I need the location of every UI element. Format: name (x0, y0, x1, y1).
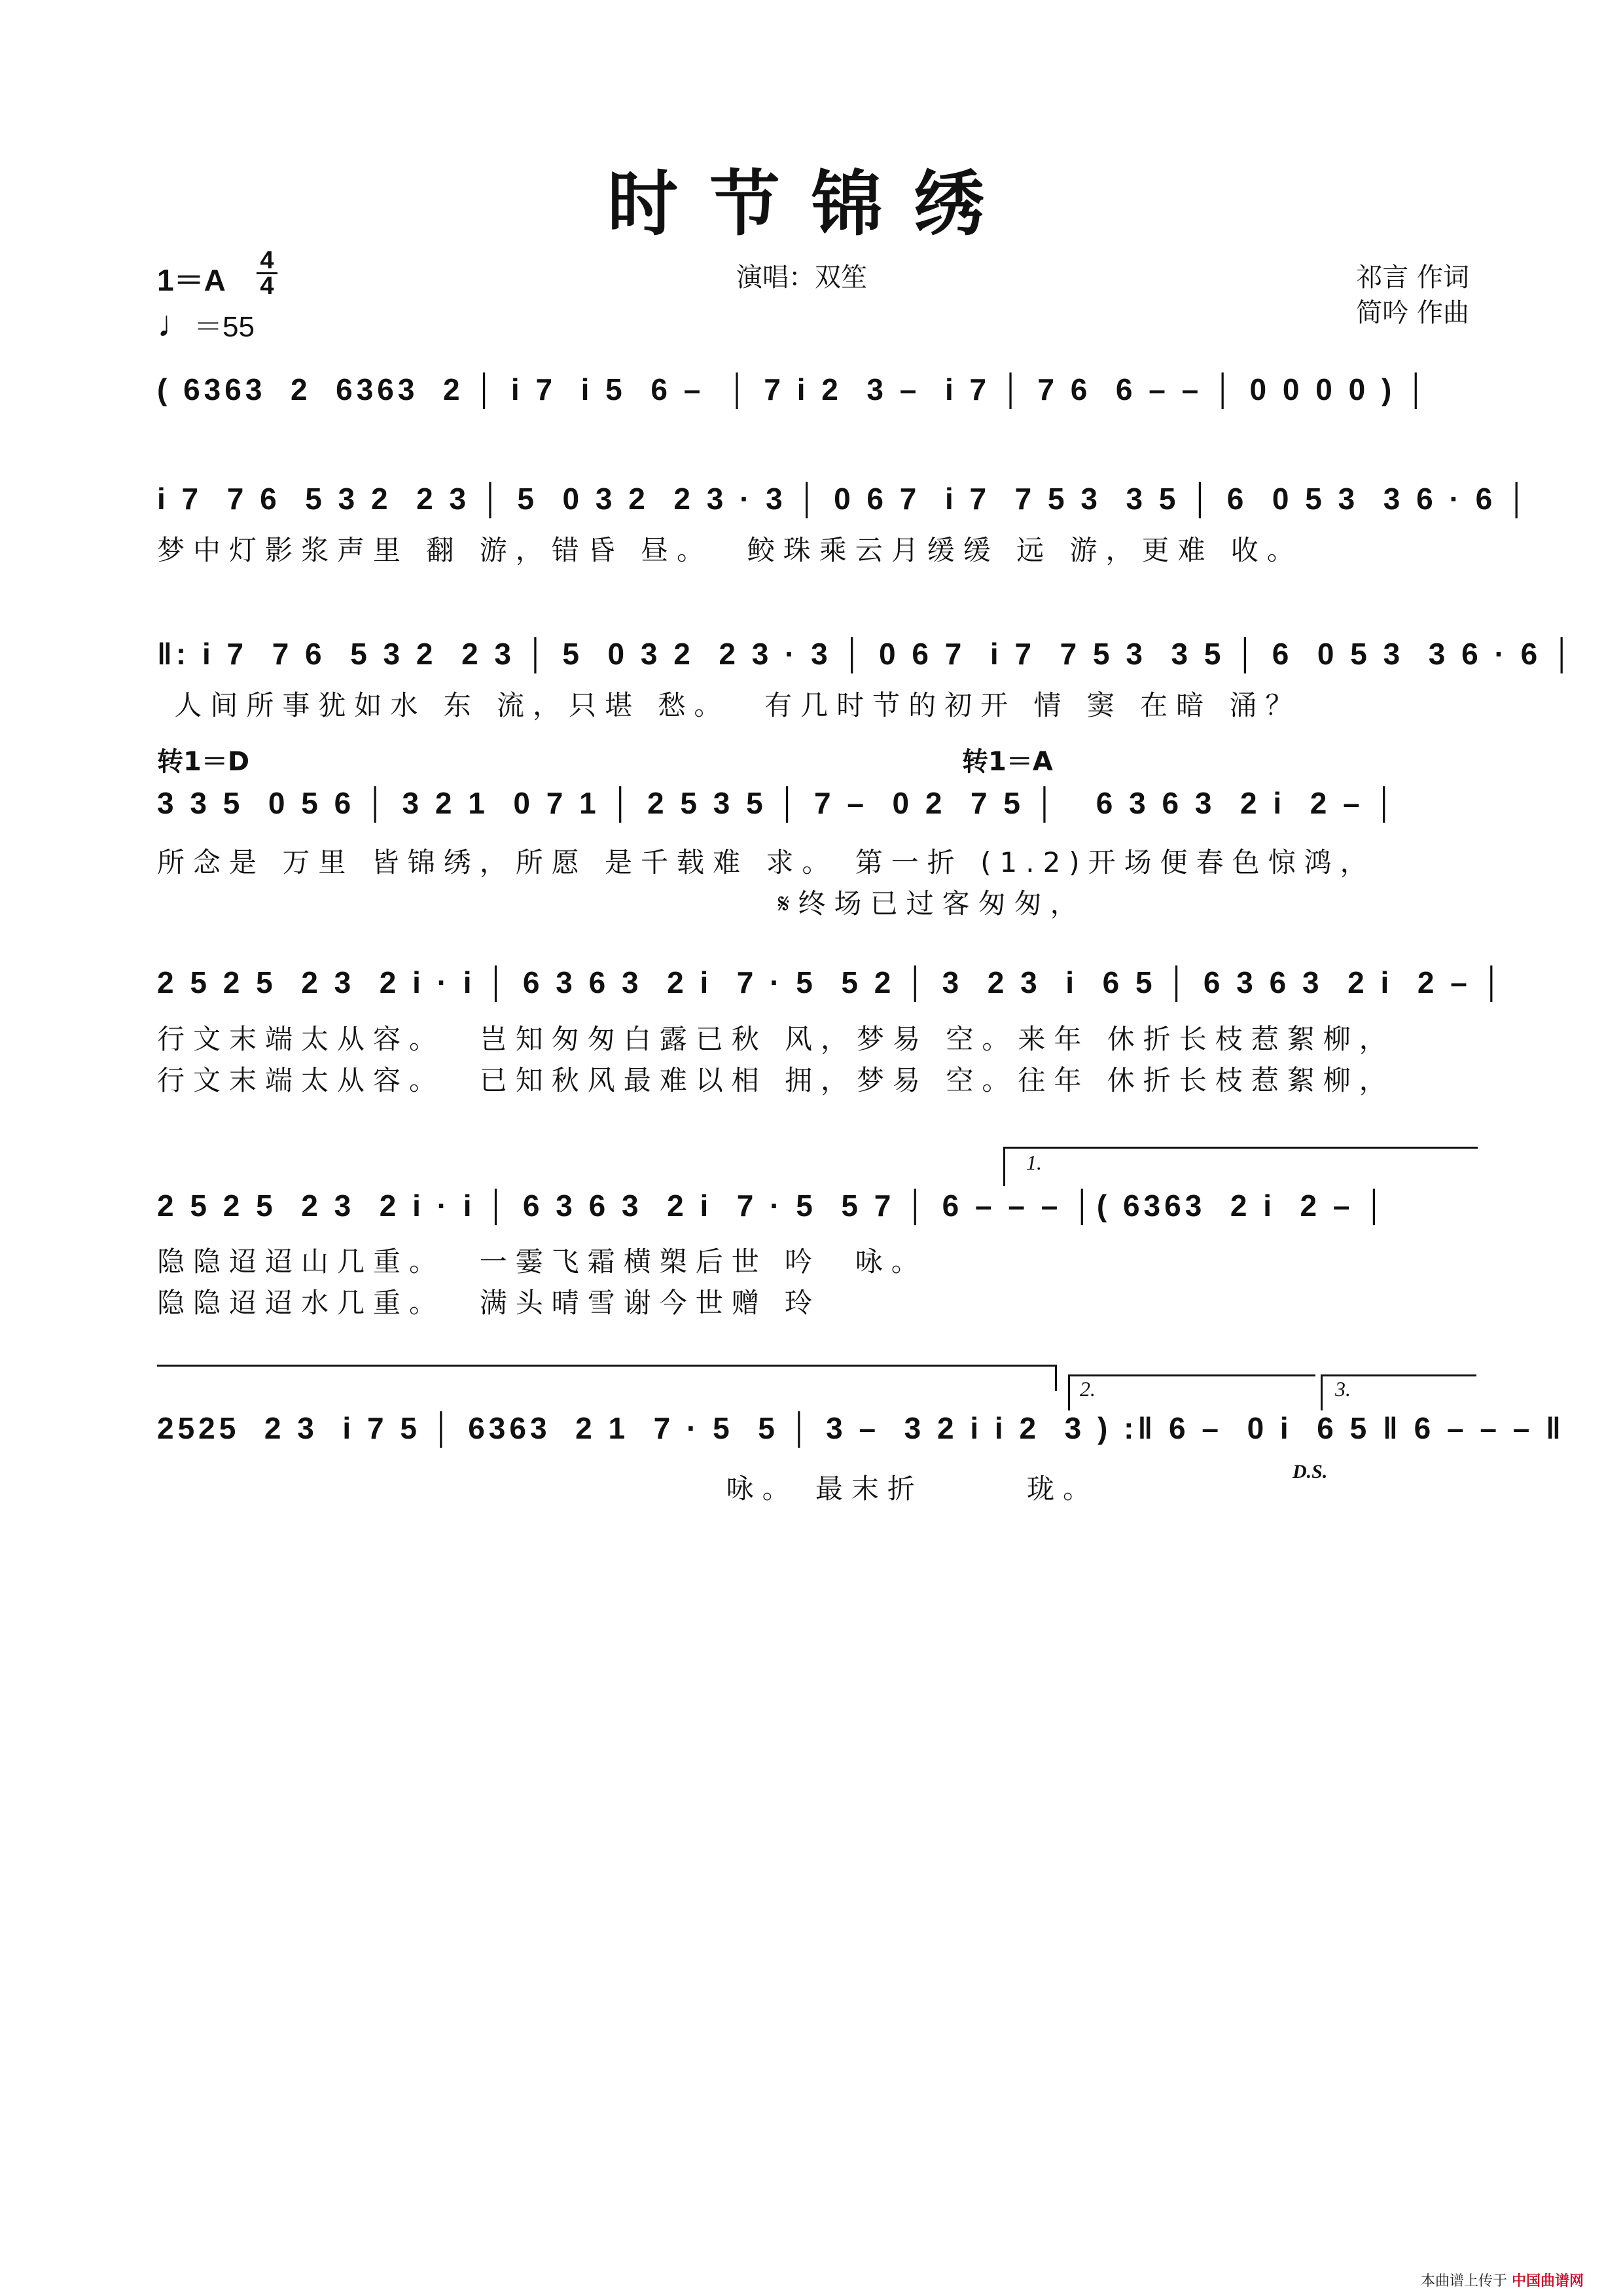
volta-1-continuation-bracket (157, 1365, 1057, 1367)
composer-credit: 简吟 作曲 (1356, 298, 1469, 328)
page-title: 时节锦绣 (607, 164, 1016, 245)
quarter-note-icon: ♩ (157, 303, 194, 344)
score-system-3: ‖: i 7 7 6 5 3 2 2 3 │ 5 0 3 2 2 3 · 3 │ 0 6 7 i 7 7 5 3 3 5 │ 6 0 5 3 3 6 · 6 │ (157, 637, 1577, 671)
volta-1-bracket (1003, 1147, 1478, 1149)
dal-segno-mark: D.S. (1293, 1461, 1328, 1482)
score-system-5: 2 5 2 5 2 3 2 i · i │ 6 3 6 3 2 i 7 · 5 5 2 │ 3 2 3 i 6 5 │ 6 3 6 3 2 i 2 – │ (157, 965, 1507, 999)
key-signature: 1＝A (157, 263, 226, 297)
volta-3-label: 3. (1335, 1377, 1351, 1401)
volta-2-bracket-left (1068, 1374, 1070, 1410)
lyrics-system-5-line-2: 行文末端太从容。 已知秋风最难以相 拥，梦易 空。往年 休折长枝惹絮柳， (157, 1064, 1395, 1096)
score-system-6: 2 5 2 5 2 3 2 i · i │ 6 3 6 3 2 i 7 · 5 5 7 │ 6 – – – │( 6363 2 i 2 – │ (157, 1189, 1389, 1223)
score-system-2: i 7 7 6 5 3 2 2 3 │ 5 0 3 2 2 3 · 3 │ 0 6 7 i 7 7 5 3 3 5 │ 6 0 5 3 3 6 · 6 │ (157, 482, 1531, 516)
volta-1-label: 1. (1026, 1151, 1042, 1174)
lyrics-system-4-line-1: 所念是 万里 皆锦绣，所愿 是千载难 求。 第一折 (1.2)开场便春色惊鸿， (157, 846, 1376, 878)
volta-3-bracket-left (1321, 1374, 1323, 1410)
footer-prefix: 本曲谱上传于 (1420, 2273, 1507, 2289)
meter-bottom: 4 (260, 272, 274, 300)
meter-top: 4 (260, 247, 274, 274)
score-system-1: ( 6363 2 6363 2 │ i 7 i 5 6 – │ 7 i 2 3 – i 7 │ 7 6 6 – – │ 0 0 0 0 ) │ (157, 372, 1431, 406)
site-brand-logo: 中国曲谱网 (1511, 2273, 1584, 2289)
modulation-to-a: 转1＝A (962, 747, 1053, 777)
lyricist-credit: 祁言 作词 (1356, 262, 1469, 293)
footer-watermark (1421, 2270, 1584, 2290)
modulation-to-d: 转1＝D (157, 747, 250, 777)
volta-1-bracket-left (1003, 1147, 1005, 1186)
score-system-7: 2525 2 3 i 7 5 │ 6363 2 1 7 · 5 5 │ 3 – 3 2 i i 2 3 ) :‖ 6 – 0 i 6 5 ‖ 6 – – – ‖ (157, 1411, 1565, 1445)
score-system-4: 3 3 5 0 5 6 │ 3 2 1 0 7 1 │ 2 5 3 5 │ 7 – 0 2 7 5 │ 6 3 6 3 2 i 2 – │ (157, 786, 1399, 820)
lyrics-system-5-line-1: 行文末端太从容。 岂知匆匆白露已秋 风，梦易 空。来年 休折长枝惹絮柳， (157, 1023, 1395, 1055)
lyrics-system-2-line-1: 梦中灯影浆声里 翻 游，错昏 昼。 鲛珠乘云月缓缓 远 游，更难 收。 (157, 534, 1303, 566)
lyrics-system-4-line-2: 𝄋终场已过客匆匆， (157, 888, 1086, 920)
lyrics-system-7-line-1: 咏。 最末折 珑。 (157, 1473, 1099, 1505)
tempo-value: ＝55 (194, 311, 255, 343)
volta-2-label: 2. (1080, 1377, 1096, 1401)
singer-credit: 演唱：双笙 (736, 262, 867, 293)
volta-1-continuation-end (1055, 1365, 1057, 1391)
volta-2-bracket (1068, 1374, 1315, 1376)
tempo-marking (157, 302, 255, 345)
lyrics-system-3-line-1: 人间所事犹如水 东 流，只堪 愁。 有几时节的初开 情 窦 在暗 涌？ (157, 689, 1302, 721)
time-signature (254, 249, 280, 298)
volta-3-bracket (1321, 1374, 1476, 1376)
lyrics-system-6-line-1: 隐隐迢迢山几重。 一霎飞霜横槊后世 吟 咏。 (157, 1246, 927, 1278)
lyrics-system-6-line-2: 隐隐迢迢水几重。 满头晴雪谢今世赠 玲 (157, 1287, 821, 1319)
